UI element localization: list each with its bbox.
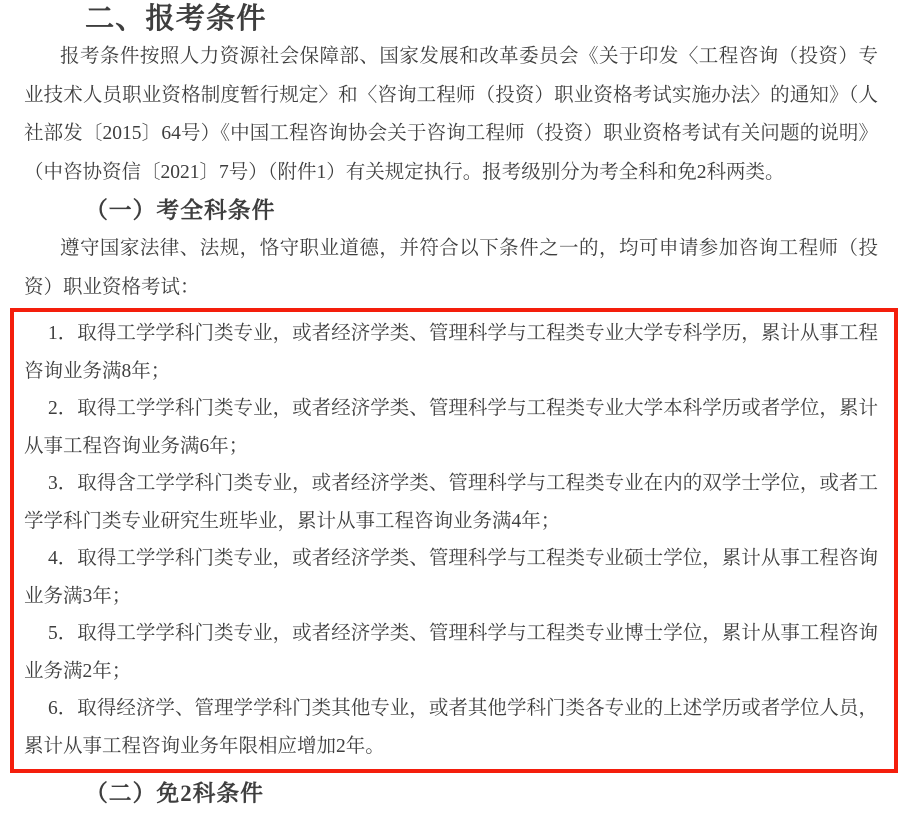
condition-item: 2．取得工学学科门类专业，或者经济学类、管理科学与工程类专业大学本科学历或者学位，累计从事工程咨询业务满6年； (24, 398, 878, 457)
intro-paragraph: 报考条件按照人力资源社会保障部、国家发展和改革委员会《关于印发〈工程咨询（投资）专业技术人员职业资格制度暂行规定〉和〈咨询工程师（投资）职业资格考试实施办法〉的通知》（人社部发〔2015〕64号）《中国工程咨询协会关于咨询工程师（投资）职业资格考试有关问题的说明》（中咨协资信〔2021〕7号）（附件1）有关规定执行。报考级别分为考全科和免2科两类。 (24, 46, 878, 183)
condition-item: 4．取得工学学科门类专业，或者经济学类、管理科学与工程类专业硕士学位，累计从事工程咨询业务满3年； (24, 548, 878, 607)
lead-paragraph: 遵守国家法律、法规，恪守职业道德，并符合以下条件之一的，均可申请参加咨询工程师（投资）职业资格考试： (24, 238, 878, 298)
subsection-heading: （一）考全科条件 (85, 198, 276, 224)
next-section-heading: （二）免2科条件 (85, 781, 264, 807)
condition-item: 3．取得含工学学科门类专业，或者经济学类、管理科学与工程类专业在内的双学士学位，或者工学学科门类专业研究生班毕业，累计从事工程咨询业务满4年； (24, 473, 878, 532)
section-title: 二、报考条件 (85, 3, 267, 35)
highlight-box (10, 308, 898, 773)
condition-item: 1．取得工学学科门类专业，或者经济学类、管理科学与工程类专业大学专科学历，累计从事工程咨询业务满8年； (24, 323, 878, 382)
condition-item: 6．取得经济学、管理学学科门类其他专业，或者其他学科门类各专业的上述学历或者学位人员，累计从事工程咨询业务年限相应增加2年。 (24, 698, 878, 757)
condition-item: 5．取得工学学科门类专业，或者经济学类、管理科学与工程类专业博士学位，累计从事工程咨询业务满2年； (24, 623, 878, 682)
